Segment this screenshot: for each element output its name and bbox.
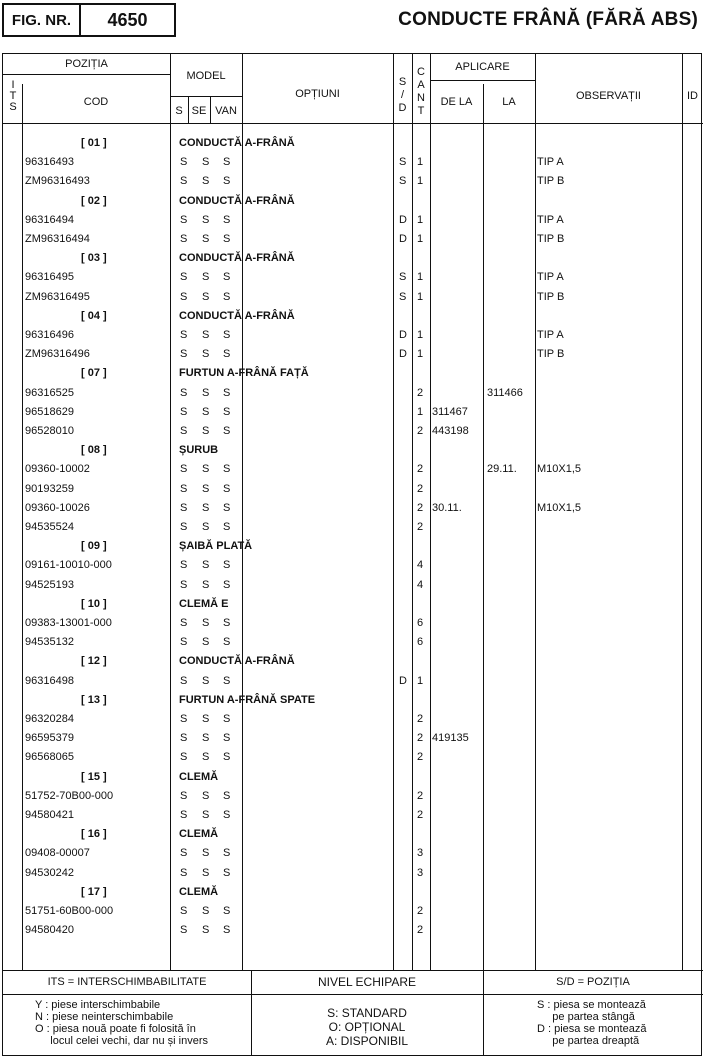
part-code: 96316525 xyxy=(25,386,74,399)
position-header-row xyxy=(3,192,703,211)
part-code: 96316495 xyxy=(25,271,74,284)
table-row xyxy=(3,230,703,249)
part-code: 09360-10002 xyxy=(25,463,90,476)
model-van: S xyxy=(223,713,231,725)
table-row xyxy=(3,326,703,345)
part-code: 96568065 xyxy=(25,751,74,764)
header-model-van: VAN xyxy=(215,105,237,117)
quantity: 2 xyxy=(417,789,424,802)
part-description: FURTUN A-FRÂNĂ SPATE xyxy=(179,693,316,706)
model-van: S xyxy=(223,847,231,860)
model-se: S xyxy=(202,636,210,649)
model-van: S xyxy=(223,175,231,188)
position-header-row xyxy=(3,307,703,326)
model-s: S xyxy=(180,809,188,821)
header-model-se: SE xyxy=(191,105,207,117)
model-s: S xyxy=(180,271,188,284)
quantity: 1 xyxy=(417,674,424,687)
table-row xyxy=(3,633,703,652)
table-row xyxy=(3,480,703,499)
part-description: CONDUCTĂ A-FRÂNĂ xyxy=(179,194,295,207)
part-code: 96320284 xyxy=(25,713,74,725)
model-van: S xyxy=(223,521,231,533)
model-se: S xyxy=(202,175,210,188)
position-number: [ 13 ] xyxy=(81,693,107,706)
applicable-from: 443198 xyxy=(432,425,469,437)
model-s: S xyxy=(180,175,188,188)
model-se: S xyxy=(202,905,210,917)
quantity: 1 xyxy=(417,290,424,303)
part-description: CLEMĂ xyxy=(179,885,219,898)
position-header-row xyxy=(3,768,703,787)
observation: TIP B xyxy=(537,290,565,303)
side: D xyxy=(399,233,407,245)
model-s: S xyxy=(180,789,188,802)
part-description: CONDUCTĂ A-FRÂNĂ xyxy=(179,309,295,322)
position-number: [ 07 ] xyxy=(81,367,107,380)
header-cod: COD xyxy=(83,96,109,108)
header-optiuni: OPȚIUNI xyxy=(295,88,340,100)
part-code: 51751-60B00-000 xyxy=(25,905,114,917)
observation: TIP B xyxy=(537,233,565,245)
model-s: S xyxy=(180,156,188,169)
quantity: 1 xyxy=(417,175,424,188)
table-row xyxy=(3,576,703,595)
position-header-row xyxy=(3,652,703,671)
model-se: S xyxy=(202,329,210,341)
part-code: 09360-10026 xyxy=(25,501,90,514)
model-se: S xyxy=(202,713,210,725)
model-van: S xyxy=(223,636,231,649)
quantity: 3 xyxy=(417,847,424,860)
model-s: S xyxy=(180,924,188,937)
position-number: [ 08 ] xyxy=(81,444,107,457)
part-code: 09161-10010-000 xyxy=(25,559,112,572)
observation: TIP A xyxy=(537,329,564,341)
observation: M10X1,5 xyxy=(537,501,582,514)
table-row xyxy=(3,787,703,806)
model-van: S xyxy=(223,501,231,514)
part-description: ȘURUB xyxy=(179,444,219,457)
part-code: 09408-00007 xyxy=(25,847,90,860)
position-header-row xyxy=(3,595,703,614)
table-row xyxy=(3,864,703,883)
model-van: S xyxy=(223,578,231,591)
part-description: FURTUN A-FRÂNĂ FAȚĂ xyxy=(179,367,309,380)
quantity: 1 xyxy=(417,348,424,361)
model-van: S xyxy=(223,789,231,802)
footer-sd-title: S/D = POZIȚIA xyxy=(556,976,630,988)
header-cant: C A N T xyxy=(417,66,425,117)
quantity: 4 xyxy=(417,578,424,591)
part-description: CLEMĂ E xyxy=(179,597,229,610)
quantity: 6 xyxy=(417,636,424,649)
model-van: S xyxy=(223,463,231,476)
observation: M10X1,5 xyxy=(537,463,582,476)
table-row xyxy=(3,921,703,940)
parts-table xyxy=(2,53,702,1056)
quantity: 1 xyxy=(417,405,424,418)
part-code: 96316496 xyxy=(25,329,74,341)
model-se: S xyxy=(202,233,210,245)
table-row xyxy=(3,172,703,191)
part-description: CONDUCTĂ A-FRÂNĂ xyxy=(179,655,295,668)
position-number: [ 04 ] xyxy=(81,309,107,322)
part-code: ZM96316494 xyxy=(25,233,90,245)
part-code: 96518629 xyxy=(25,405,74,418)
header-model: MODEL xyxy=(186,70,226,82)
quantity: 4 xyxy=(417,559,424,572)
position-number: [ 15 ] xyxy=(81,770,107,783)
model-van: S xyxy=(223,290,231,303)
footer-nivel-legend: S: STANDARD O: OPȚIONAL A: DISPONIBIL xyxy=(325,1006,409,1048)
model-se: S xyxy=(202,463,210,476)
table-row xyxy=(3,384,703,403)
side: S xyxy=(399,290,407,303)
model-s: S xyxy=(180,348,188,361)
table-row xyxy=(3,614,703,633)
quantity: 2 xyxy=(417,386,424,399)
position-number: [ 03 ] xyxy=(81,252,107,265)
model-se: S xyxy=(202,924,210,937)
model-s: S xyxy=(180,578,188,591)
model-s: S xyxy=(180,405,188,418)
table-row xyxy=(3,518,703,537)
model-s: S xyxy=(180,713,188,725)
quantity: 2 xyxy=(417,751,424,764)
table-row xyxy=(3,902,703,921)
part-code: 96595379 xyxy=(25,732,74,745)
table-row xyxy=(3,403,703,422)
model-s: S xyxy=(180,482,188,495)
quantity: 2 xyxy=(417,713,424,725)
model-se: S xyxy=(202,809,210,821)
figure-label: FIG. NR. xyxy=(2,3,81,37)
side: D xyxy=(399,213,407,226)
table-row xyxy=(3,268,703,287)
footer-sd-legend: S : piesa se montează pe partea stângă D : piesa se montează pe partea dreaptă xyxy=(537,999,647,1047)
part-code: 94535132 xyxy=(25,636,74,649)
quantity: 2 xyxy=(417,905,424,917)
model-se: S xyxy=(202,751,210,764)
model-van: S xyxy=(223,386,231,399)
model-van: S xyxy=(223,482,231,495)
table-row xyxy=(3,211,703,230)
model-van: S xyxy=(223,866,231,879)
table-row xyxy=(3,153,703,172)
model-se: S xyxy=(202,482,210,495)
header-observatii: OBSERVAȚII xyxy=(575,90,641,102)
part-code: 96316494 xyxy=(25,213,74,226)
model-se: S xyxy=(202,617,210,629)
quantity: 1 xyxy=(417,156,424,169)
model-s: S xyxy=(180,559,188,572)
part-code: ZM96316493 xyxy=(25,175,90,188)
part-description: CONDUCTĂ A-FRÂNĂ xyxy=(179,252,295,265)
model-van: S xyxy=(223,329,231,341)
model-se: S xyxy=(202,866,210,879)
observation: TIP A xyxy=(537,271,564,284)
model-se: S xyxy=(202,559,210,572)
position-header-row xyxy=(3,364,703,383)
position-header-row xyxy=(3,441,703,460)
applicable-to: 29.11. xyxy=(487,463,517,476)
quantity: 2 xyxy=(417,809,424,821)
table-row xyxy=(3,729,703,748)
table-row xyxy=(3,422,703,441)
position-header-row xyxy=(3,249,703,268)
table-row xyxy=(3,499,703,518)
observation: TIP B xyxy=(537,175,565,188)
model-s: S xyxy=(180,521,188,533)
observation: TIP A xyxy=(537,213,564,226)
applicable-from: 311467 xyxy=(432,405,468,418)
side: S xyxy=(399,156,407,169)
quantity: 2 xyxy=(417,425,424,437)
model-van: S xyxy=(223,905,231,917)
quantity: 1 xyxy=(417,213,424,226)
quantity: 1 xyxy=(417,271,424,284)
part-code: 94535524 xyxy=(25,521,74,533)
model-se: S xyxy=(202,213,210,226)
part-description: ȘAIBĂ PLATĂ xyxy=(179,540,253,553)
model-van: S xyxy=(223,156,231,169)
quantity: 1 xyxy=(417,233,424,245)
header-sd: S / D xyxy=(398,76,407,114)
model-van: S xyxy=(223,271,231,284)
header-la: LA xyxy=(502,96,516,108)
model-van: S xyxy=(223,732,231,745)
position-number: [ 01 ] xyxy=(81,137,107,149)
position-header-row xyxy=(3,691,703,710)
position-header-row xyxy=(3,537,703,556)
model-s: S xyxy=(180,751,188,764)
page-title: CONDUCTE FRÂNĂ (FĂRĂ ABS) xyxy=(398,9,698,30)
model-van: S xyxy=(223,924,231,937)
table-row xyxy=(3,556,703,575)
table-row xyxy=(3,710,703,729)
model-s: S xyxy=(180,213,188,226)
quantity: 2 xyxy=(417,924,424,937)
model-s: S xyxy=(180,290,188,303)
model-s: S xyxy=(180,617,188,629)
model-van: S xyxy=(223,674,231,687)
header-id: ID xyxy=(687,90,698,102)
applicable-from: 30.11. xyxy=(432,501,462,514)
quantity: 2 xyxy=(417,521,424,533)
model-van: S xyxy=(223,213,231,226)
model-s: S xyxy=(180,847,188,860)
part-code: 96528010 xyxy=(25,425,74,437)
model-se: S xyxy=(202,578,210,591)
quantity: 2 xyxy=(417,463,424,476)
side: S xyxy=(399,271,407,284)
position-number: [ 16 ] xyxy=(81,828,107,841)
part-code: 94580421 xyxy=(25,809,74,821)
side: D xyxy=(399,329,407,341)
header-its: I T S xyxy=(9,79,17,113)
position-number: [ 17 ] xyxy=(81,885,107,898)
part-code: 90193259 xyxy=(25,482,74,495)
model-s: S xyxy=(180,674,188,687)
quantity: 6 xyxy=(417,617,424,629)
part-code: ZM96316495 xyxy=(25,290,90,303)
position-number: [ 09 ] xyxy=(81,540,107,553)
part-code: 96316498 xyxy=(25,674,74,687)
position-number: [ 02 ] xyxy=(81,194,107,207)
model-se: S xyxy=(202,156,210,169)
table-row xyxy=(3,844,703,863)
model-van: S xyxy=(223,348,231,361)
footer-its-title: ITS = INTERSCHIMBABILITATE xyxy=(47,976,207,988)
side: S xyxy=(399,175,407,188)
model-s: S xyxy=(180,501,188,514)
model-s: S xyxy=(180,233,188,245)
model-se: S xyxy=(202,425,210,437)
observation: TIP A xyxy=(537,156,564,169)
footer-its-legend: Y : piese interschimbabile N : piese neinterschimbabile O : piesa nouă poate fi folosită în locul celei vechi, dar nu și invers xyxy=(35,999,209,1047)
table-row xyxy=(3,460,703,479)
model-se: S xyxy=(202,521,210,533)
position-header-row xyxy=(3,134,703,153)
position-header-row xyxy=(3,825,703,844)
header-dela: DE LA xyxy=(440,96,473,108)
model-s: S xyxy=(180,386,188,399)
model-s: S xyxy=(180,732,188,745)
quantity: 2 xyxy=(417,732,424,745)
position-number: [ 10 ] xyxy=(81,597,107,610)
part-description: CLEMĂ xyxy=(179,770,219,783)
model-van: S xyxy=(223,425,231,437)
applicable-from: 419135 xyxy=(432,732,469,745)
model-van: S xyxy=(223,233,231,245)
model-van: S xyxy=(223,751,231,764)
figure-number: 4650 xyxy=(79,3,176,37)
model-s: S xyxy=(180,905,188,917)
model-se: S xyxy=(202,290,210,303)
side: D xyxy=(399,348,407,361)
header-aplicare: APLICARE xyxy=(455,61,510,73)
footer-nivel-title: NIVEL ECHIPARE xyxy=(317,975,417,989)
table-row xyxy=(3,288,703,307)
model-se: S xyxy=(202,386,210,399)
model-se: S xyxy=(202,501,210,514)
applicable-to: 311466 xyxy=(487,386,523,399)
part-code: 09383-13001-000 xyxy=(25,617,112,629)
part-code: 94580420 xyxy=(25,924,74,937)
model-se: S xyxy=(202,271,210,284)
position-number: [ 12 ] xyxy=(81,655,107,668)
part-description: CLEMĂ xyxy=(179,828,219,841)
part-code: 94530242 xyxy=(25,866,74,879)
quantity: 1 xyxy=(417,329,424,341)
model-van: S xyxy=(223,405,231,418)
position-header-row xyxy=(3,883,703,902)
table-row xyxy=(3,748,703,767)
model-van: S xyxy=(223,559,231,572)
table-row xyxy=(3,806,703,825)
table-row xyxy=(3,672,703,691)
quantity: 2 xyxy=(417,482,424,495)
model-s: S xyxy=(180,463,188,476)
part-code: 94525193 xyxy=(25,578,74,591)
quantity: 2 xyxy=(417,501,424,514)
model-s: S xyxy=(180,866,188,879)
model-se: S xyxy=(202,674,210,687)
model-se: S xyxy=(202,405,210,418)
model-se: S xyxy=(202,847,210,860)
part-code: 96316493 xyxy=(25,156,74,169)
header-model-s: S xyxy=(175,105,183,117)
part-code: 51752-70B00-000 xyxy=(25,789,114,802)
model-van: S xyxy=(223,617,231,629)
model-s: S xyxy=(180,329,188,341)
model-s: S xyxy=(180,636,188,649)
model-se: S xyxy=(202,732,210,745)
table-row xyxy=(3,345,703,364)
model-se: S xyxy=(202,789,210,802)
quantity: 3 xyxy=(417,866,424,879)
model-van: S xyxy=(223,809,231,821)
model-se: S xyxy=(202,348,210,361)
part-code: ZM96316496 xyxy=(25,348,90,361)
model-s: S xyxy=(180,425,188,437)
side: D xyxy=(399,674,407,687)
part-description: CONDUCTĂ A-FRÂNĂ xyxy=(179,137,295,149)
header-pozitia: POZIȚIA xyxy=(65,58,108,70)
observation: TIP B xyxy=(537,348,565,361)
